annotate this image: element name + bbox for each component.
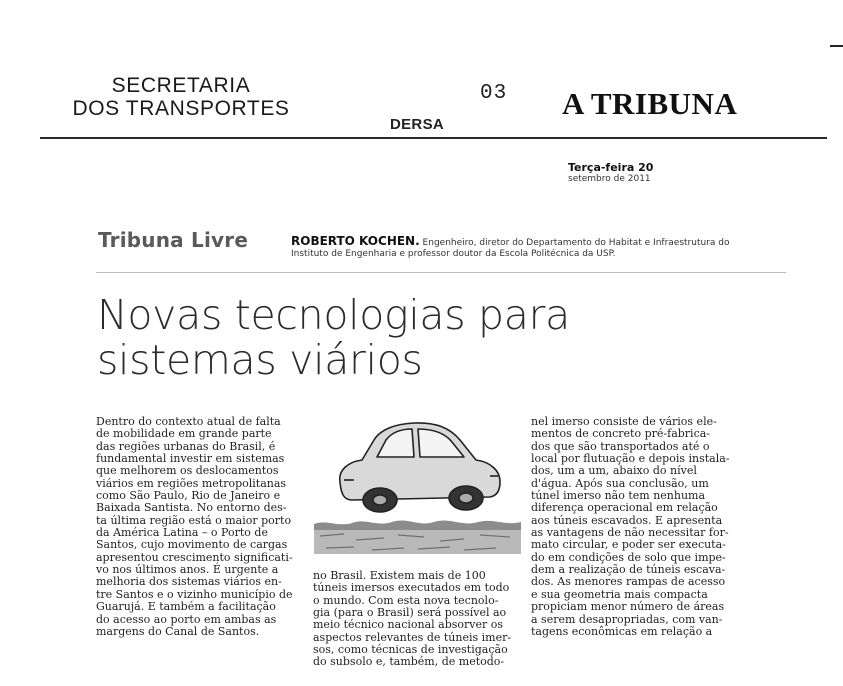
car-over-water-illustration xyxy=(314,410,521,558)
text-line: e sua geometria mais compacta xyxy=(531,587,708,601)
page-edge-mark xyxy=(830,45,843,47)
date-weekday: Terça-feira 20 xyxy=(568,161,654,174)
text-line: melhoria dos sistemas viários en- xyxy=(96,575,282,589)
text-line: meio técnico nacional absorver os xyxy=(313,618,504,632)
text-line: d'água. Após sua conclusão, um xyxy=(531,476,709,490)
section-title: Tribuna Livre xyxy=(98,228,249,252)
text-line: no Brasil. Existem mais de 100 xyxy=(313,570,486,582)
text-line: fundamental investir em sistemas xyxy=(96,452,285,466)
text-line: ta última região está o maior porto xyxy=(96,513,292,527)
text-line: dos, um a um, abaixo do nível xyxy=(531,464,697,478)
text-line: mentos de concreto pré-fabrica- xyxy=(531,427,711,441)
text-line: o mundo. Com esta nova tecnolo- xyxy=(313,593,499,607)
headline-line-2: sistemas viários xyxy=(97,336,423,384)
text-line: Santos, cujo movimento de cargas xyxy=(96,538,288,552)
text-line: como São Paulo, Rio de Janeiro e xyxy=(96,489,281,503)
byline-rule xyxy=(96,272,786,273)
text-line: viários em regiões metropolitanas xyxy=(96,476,287,490)
text-line: túneis imersos executados em todo xyxy=(313,581,510,595)
text-line: que melhorem os deslocamentos xyxy=(96,464,279,478)
text-line: a serem desapropriadas, com van- xyxy=(531,612,723,626)
author-bio: Engenheiro, diretor do Departamento do Habitat e Infraestrutura do Instituto de Engenharia e professor doutor da Escola Politécnica da USP. xyxy=(291,238,730,259)
text-line: nel imerso consiste de vários ele- xyxy=(531,416,717,428)
text-line: vo nos últimos anos. É urgente a xyxy=(96,563,279,577)
author-byline xyxy=(291,236,761,260)
author-name: ROBERTO KOCHEN. xyxy=(291,234,420,248)
header-rule xyxy=(40,137,827,139)
newspaper-logo: A TRIBUNA xyxy=(562,86,738,121)
text-line: do subsolo e, também, de metodo- xyxy=(313,655,505,669)
text-line: dos que são transportados até o xyxy=(531,439,710,453)
text-line: aos túneis escavados. E apresenta xyxy=(531,513,723,527)
text-line: do acesso ao porto em ambas as xyxy=(96,612,277,626)
secretaria-line-2: DOS TRANSPORTES xyxy=(72,97,290,120)
text-line: aspectos relevantes de túneis imer- xyxy=(313,630,512,644)
text-line: da América Latina – o Porto de xyxy=(96,526,268,540)
text-line: as vantagens de não necessitar for- xyxy=(531,526,729,540)
text-line: Dentro do contexto atual de falta xyxy=(96,416,281,428)
text-line: túnel imerso não tem nenhuma xyxy=(531,489,706,503)
text-line: local por flutuação e depois instala- xyxy=(531,452,730,466)
text-line: sos, como técnicas de investigação xyxy=(313,643,508,657)
text-line: apresentou crescimento significati- xyxy=(96,550,293,564)
text-line: gia (para o Brasil) será possível ao xyxy=(313,606,507,620)
text-line: das regiões urbanas do Brasil, é xyxy=(96,439,276,453)
text-line: dem a realização de túneis escava- xyxy=(531,563,726,577)
text-line: de mobilidade em grande parte xyxy=(96,427,272,441)
secretaria-line-1: SECRETARIA xyxy=(111,74,251,97)
article-column-2 xyxy=(313,570,518,686)
text-line: dos. As menores rampas de acesso xyxy=(531,575,726,589)
text-line: do em condições de solo que impe- xyxy=(531,550,726,564)
water-band xyxy=(314,521,521,554)
text-line: diferença operacional em relação xyxy=(531,501,718,515)
text-line: mato circular, e poder ser executa- xyxy=(531,538,726,552)
headline-line-1: Novas tecnologias para xyxy=(97,291,570,339)
text-line: Baixada Santista. No entorno des- xyxy=(96,501,287,515)
text-line: propiciam menor número de áreas xyxy=(531,600,725,614)
article-headline xyxy=(97,293,570,383)
date-month-year: setembro de 2011 xyxy=(568,174,651,184)
secretaria-label xyxy=(16,74,346,120)
car-icon xyxy=(340,423,500,512)
text-line: margens do Canal de Santos. xyxy=(96,624,260,638)
text-line: tagens econômicas em relação a xyxy=(531,624,713,638)
page-number: 03 xyxy=(480,82,508,105)
dersa-label: DERSA xyxy=(390,116,445,133)
text-line: tre Santos e o vizinho município de xyxy=(96,587,293,601)
article-column-1 xyxy=(96,416,300,686)
article-column-3 xyxy=(531,416,737,686)
text-line: Guarujá. E também a facilitação xyxy=(96,600,276,614)
